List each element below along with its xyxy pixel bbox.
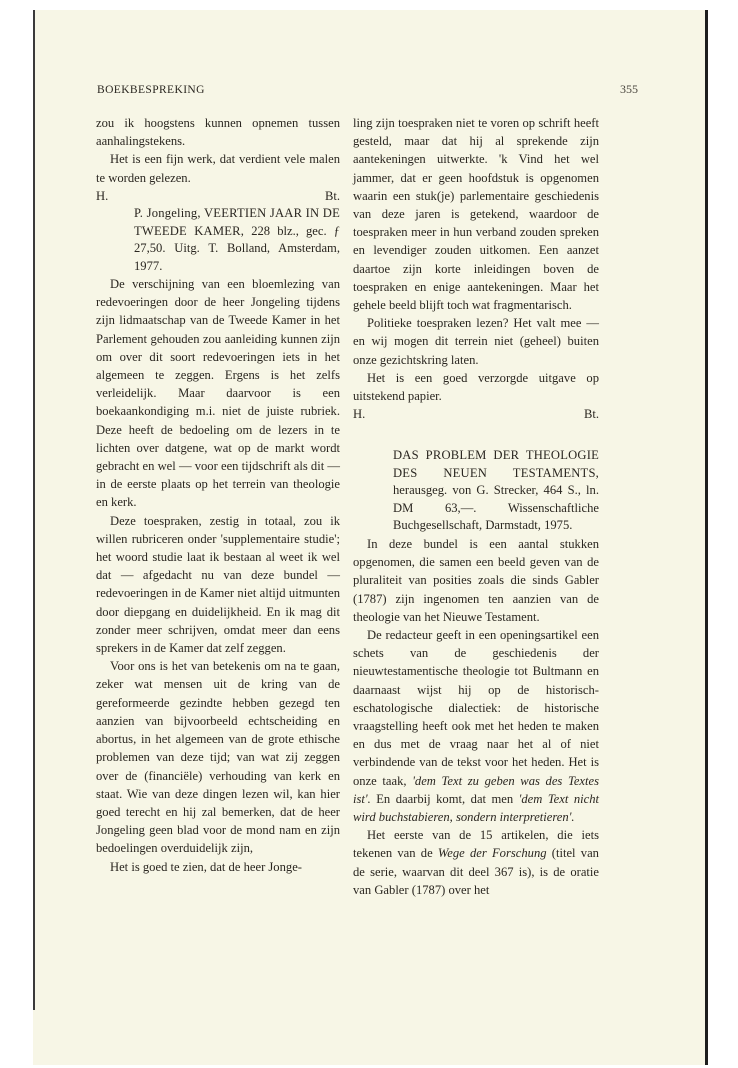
left-column bbox=[96, 114, 340, 876]
right-paragraph-3: Het is een goed verzorgde uitgave op uitstekend papier. bbox=[353, 370, 599, 404]
left-paragraph-1: De verschijning van een bloemlezing van redevoeringen door de heer Jongeling tijdens zijn lidmaatschap van de Tweede Kamer in het Parlement gehouden zou aanleiding kunnen zijn om over dit soort redevoeringen iets in het algemeen te zeggen. Ergens is het zelfs verleidelijk. Maar daarvoor is een boekaankondiging m.i. niet de juiste rubriek. Deze heeft de bedoeling om de lezers in te lichten over datgene, wat op de markt wordt gebracht en wel — voor een tijdschrift als dit — in de eerste plaats op het terrein van theologie en kerk. bbox=[96, 277, 340, 510]
right-paragraph-6 bbox=[353, 826, 599, 899]
p6-text-a: Het eerste van de 15 artikelen, die iets tekenen van de bbox=[353, 828, 599, 861]
signature-2-right: Bt. bbox=[583, 407, 599, 422]
review-3-details: herausgeg. von G. Strecker, 464 S., ln. DM 63,—. Wissenschaftliche Buchgesellschaft, Darmstadt, 1975. bbox=[393, 483, 599, 533]
right-paragraph-5 bbox=[353, 626, 599, 826]
review-3-bibliography bbox=[353, 447, 599, 535]
signature-1 bbox=[96, 187, 340, 205]
page-edge-left bbox=[33, 10, 35, 1010]
right-paragraph-1: ling zijn toespraken niet te voren op schrift heeft gesteld, maar dat hij al sprekende zijn aantekeningen uitwerkte. 'k Vind het wel jammer, dat er geen hoofdstuk is opgenomen waarin een stuk(je) parlementaire geschiedenis van deze jaren is getekend, waardoor de toespraken meer in hun verband zouden spreken en levendiger zouden uitkomen. Een aanzet daartoe zijn korte inleidingen boven de toespraken en enige aantekeningen. Maar het gehele beeld blijft toch wat fragmentarisch. bbox=[353, 116, 599, 313]
p5-quote-1: 'dem Text zu geben was des Textes ist'. bbox=[353, 773, 600, 806]
review-2-bibliography bbox=[96, 205, 340, 275]
p6-series-title: Wege der Forschung bbox=[437, 846, 547, 861]
signature-1-right: Bt. bbox=[324, 188, 340, 203]
p5-text-b: En daarbij komt, dat men bbox=[376, 791, 514, 806]
running-title: BOEKBESPREKING bbox=[97, 84, 205, 96]
signature-2 bbox=[353, 405, 599, 423]
page-edge-right bbox=[705, 10, 708, 1065]
p6-text-b: (titel van de serie, waarvan dit deel 367 is), is de oratie van Gabler (1787) over het bbox=[353, 846, 599, 897]
right-paragraph-4: In deze bundel is een aantal stukken opgenomen, die samen een beeld geven van de pluraliteit van posities zoals die sinds Gabler (1787) zijn ingenomen ten aanzien van de theologie van het Nieuwe Testament. bbox=[353, 536, 599, 624]
left-paragraph-4: Het is goed te zien, dat de heer Jonge- bbox=[110, 859, 302, 874]
p5-quote-2: 'dem Text nicht wird buchstabieren, sondern interpretieren'. bbox=[353, 791, 599, 824]
review-3-title: DAS PROBLEM DER THEOLOGIE DES NEUEN TESTAMENTS, bbox=[393, 448, 599, 480]
intro-paragraph-2: Het is een fijn werk, dat verdient vele malen te worden gelezen. bbox=[96, 152, 340, 185]
right-column bbox=[353, 114, 599, 899]
p5-text-a: De redacteur geeft in een openingsartikel een schets van de geschiedenis der nieuwtestamentische theologie tot Bultmann en daarnaast wijst hij op de historisch-eschatologische dialectiek: de historische vraagstelling heeft ook met het heden te maken en dus met de vraag naar het al of niet verbindende van de tekst voor het heden. Het is onze taak, bbox=[353, 627, 599, 788]
signature-2-left: H. bbox=[353, 407, 366, 422]
review-2-author: P. Jongeling, bbox=[134, 206, 201, 221]
signature-1-left: H. bbox=[96, 188, 109, 203]
intro-paragraph-1: zou ik hoogstens kunnen opnemen tussen aanhalingstekens. bbox=[96, 116, 340, 149]
left-paragraph-2: Deze toespraken, zestig in totaal, zou ik willen rubriceren onder 'supplementaire studie'; het woord studie laat ik bestaan al weet ik wel dat — afgedacht nu van deze bundel — redevoeringen in de Kamer niet altijd uitmunten door diepgang en duidelijkheid. En ik mag dit zonder meer schrijven, omdat meer dan eens sprekers in de Kamer dat zelf zeggen. bbox=[96, 513, 340, 656]
review-2-details: 228 blz., gec. ƒ 27,50. Uitg. T. Bolland, Amsterdam, 1977. bbox=[134, 223, 340, 273]
review-2-title: VEERTIEN JAAR IN DE TWEEDE KAMER, bbox=[134, 206, 340, 238]
right-paragraph-2: Politieke toespraken lezen? Het valt mee — en wij mogen dit terrein niet (geheel) buiten onze gezichtskring laten. bbox=[353, 316, 599, 367]
page-number: 355 bbox=[620, 82, 638, 96]
left-paragraph-3: Voor ons is het van betekenis om na te gaan, zeker wat mensen uit de kring van de gereformeerde gezindte hebben gezegd ten aanzien van bijvoorbeeld echtscheiding en abortus, in het algemeen van de grote ethische problemen van deze tijd; van wat zij zeggen over de (financiële) verhouding van kerk en staat. Wie van deze dingen lezen wil, kan hier goed terecht en hij zal bemerken, dat de heer Jongeling geen blad voor de mond nam en zijn bedoelingen overduidelijk zijn, bbox=[96, 659, 340, 856]
